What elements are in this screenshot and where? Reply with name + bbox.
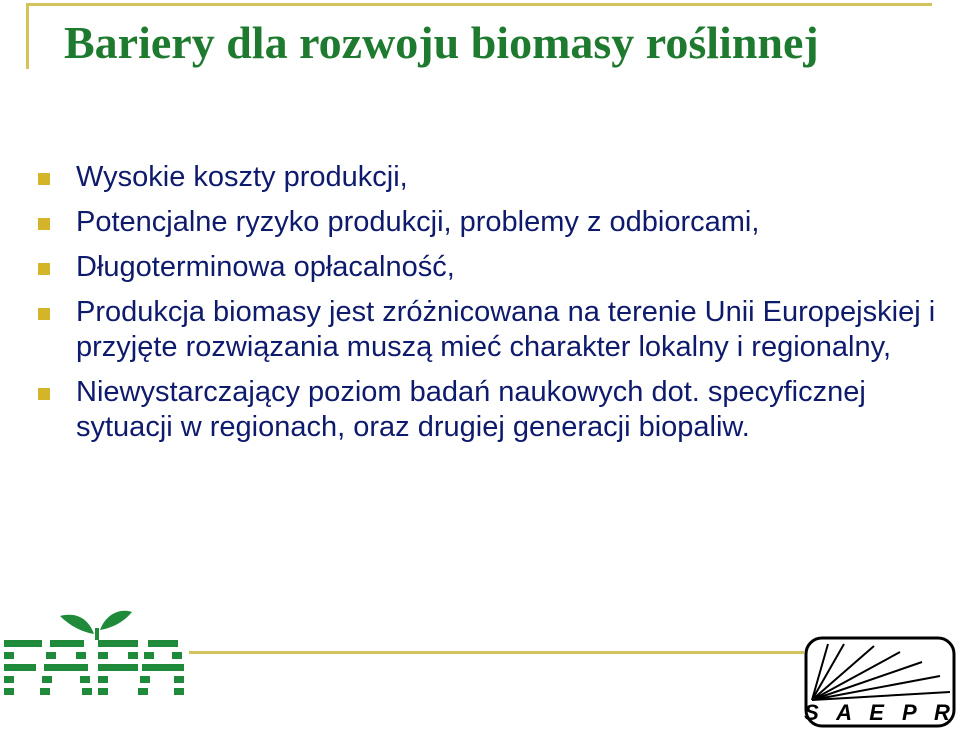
square-bullet-icon (38, 218, 50, 230)
bullet-item (38, 160, 938, 195)
bottom-rule (189, 651, 804, 654)
square-bullet-icon (38, 308, 50, 320)
bullet-text: Potencjalne ryzyko produkcji, problemy z odbiorcami, (76, 206, 760, 238)
bullet-item (38, 250, 938, 285)
slide-title: Bariery dla rozwoju biomasy roślinnej (64, 17, 819, 68)
bullet-item (38, 205, 938, 240)
bullet-text: Wysokie koszty produkcji, (76, 161, 408, 193)
bullet-text: Niewystarczający poziom badań naukowych dot. specyficznej sytuacji w regionach, oraz drugiej generacji biopaliw. (76, 376, 866, 443)
saepr-logo (804, 636, 956, 733)
saepr-sunburst-logo-icon (804, 636, 956, 728)
square-bullet-icon (38, 263, 50, 275)
bullet-text: Produkcja biomasy jest zróżnicowana na terenie Unii Europejskiej i przyjęte rozwiązania muszą mieć charakter lokalny i regionalny, (76, 296, 936, 363)
square-bullet-icon (38, 173, 50, 185)
top-rule (26, 3, 932, 6)
bullet-item (38, 295, 938, 365)
fapa-logo (2, 604, 186, 707)
fapa-sprout-logo-icon (2, 604, 186, 702)
bullet-list (38, 160, 938, 455)
bullet-item (38, 375, 938, 445)
svg-text:S A E P R: S A E P R (804, 700, 956, 725)
square-bullet-icon (38, 388, 50, 400)
left-rule (26, 3, 29, 69)
bullet-text: Długoterminowa opłacalność, (76, 251, 455, 283)
